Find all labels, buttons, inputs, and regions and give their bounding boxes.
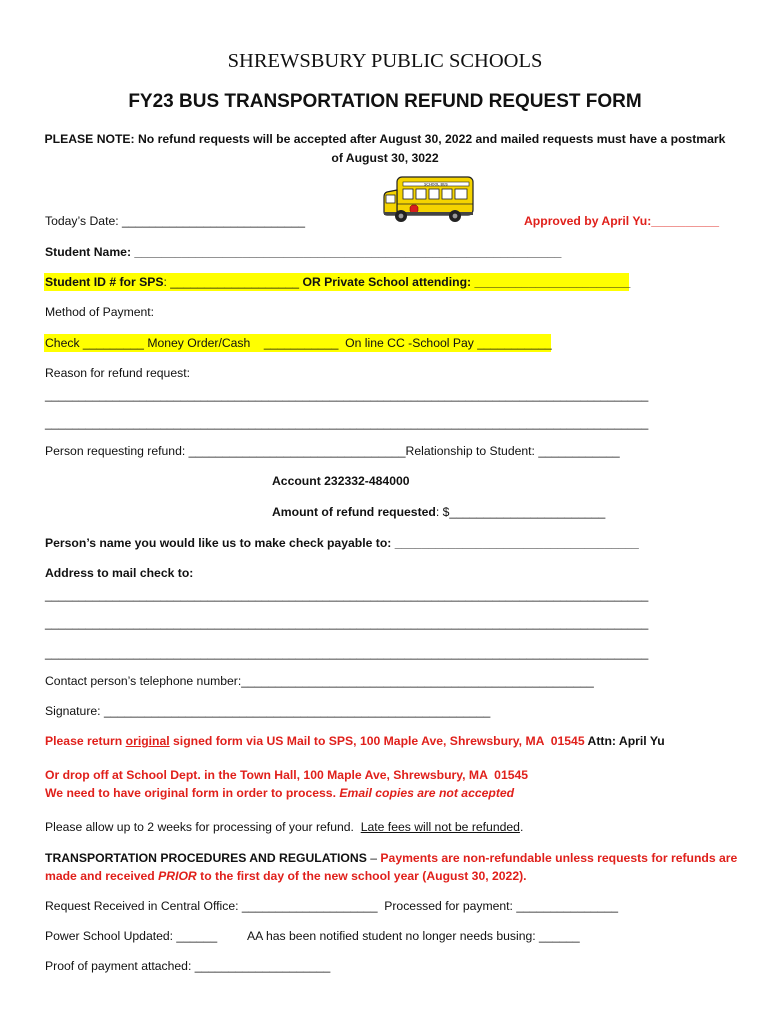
amount-label: Amount of refund requested [272,505,436,519]
bus-sign-text: SCHOOL BUS [424,182,448,187]
contact-phone-field[interactable]: Contact person’s telephone number:____________________________________________________ [45,674,594,688]
procedures-heading: TRANSPORTATION PROCEDURES AND REGULATIONS [45,851,367,865]
processing-note: Please allow up to 2 weeks for processing of your refund. Late fees will not be refunded. [45,820,524,834]
proof-payment-field[interactable]: Proof of payment attached: ____________________ [45,959,331,973]
procedures-line-2: made and received PRIOR to the first day of the new school year (August 30, 2022). [45,869,527,883]
late-fees-note: Late fees will not be refunded [360,820,520,834]
aa-notified-field[interactable]: AA has been notified student no longer needs busing: ______ [247,929,580,943]
payment-options-field[interactable]: Check _________ Money Order/Cash ___________ On line CC -School Pay ___________ [45,336,552,350]
district-title: SHREWSBURY PUBLIC SCHOOLS [227,50,543,72]
procedures-line-1: TRANSPORTATION PROCEDURES AND REGULATIONS – Payments are non-refundable unless requests for refunds are [45,851,738,865]
student-id-label: Student ID # for SPS [45,275,164,289]
attn-text: Attn: April Yu [587,734,665,748]
deadline-note: PLEASE NOTE: No refund requests will be accepted after August 30, 2022 and mailed requests must have a postmark of August 30, 3022 [44,132,726,165]
original-emphasis: original [125,734,170,748]
school-bus-image [383,174,475,224]
amount-field[interactable]: : $_______________________ [435,505,606,519]
return-line-3: We need to have original form in order to process. Email copies are not accepted [45,786,515,800]
address-line-2[interactable]: _________________________________________________________________________________________ [45,616,649,630]
reason-label: Reason for refund request: [45,366,190,380]
person-requesting-field[interactable]: Person requesting refund: ________________________________Relationship to Student: ____________ [45,444,620,458]
address-label: Address to mail check to: [45,566,194,580]
reason-line-2[interactable]: _________________________________________________________________________________________ [45,416,649,430]
private-school-field[interactable]: OR Private School attending: _______________________ [302,275,631,289]
amount-row[interactable] [272,505,605,520]
return-line-1: Please return original signed form via US Mail to SPS, 100 Maple Ave, Shrewsbury, MA 01545 Attn: April Yu [45,734,665,748]
account-number: Account 232332-484000 [272,474,410,488]
student-id-blank[interactable]: : ___________________ [163,275,303,289]
method-of-payment-label: Method of Payment: [45,305,155,319]
received-processed-field[interactable]: Request Received in Central Office: ____________________ Processed for payment: _______________ [45,899,619,913]
student-name-field[interactable]: Student Name: _______________________________________________________________ [45,245,562,259]
payable-to-field[interactable]: Person’s name you would like us to make check payable to: ____________________________________ [45,536,639,550]
address-line-1[interactable]: _________________________________________________________________________________________ [45,588,649,602]
approved-by-field[interactable]: Approved by April Yu:__________ [524,214,720,228]
address-line-3[interactable]: _________________________________________________________________________________________ [45,646,649,660]
student-id-row[interactable] [45,275,630,290]
signature-field[interactable]: Signature: _________________________________________________________ [45,704,491,718]
form-title: FY23 BUS TRANSPORTATION REFUND REQUEST FORM [128,91,642,112]
power-school-field[interactable]: Power School Updated: ______ [45,929,218,943]
prior-emphasis: PRIOR [158,869,197,883]
reason-line-1[interactable]: _________________________________________________________________________________________ [45,388,649,402]
return-line-2: Or drop off at School Dept. in the Town Hall, 100 Maple Ave, Shrewsbury, MA 01545 [45,768,529,782]
todays-date-field[interactable]: Today’s Date: ___________________________ [45,214,306,228]
email-not-accepted: Email copies are not accepted [339,786,515,800]
